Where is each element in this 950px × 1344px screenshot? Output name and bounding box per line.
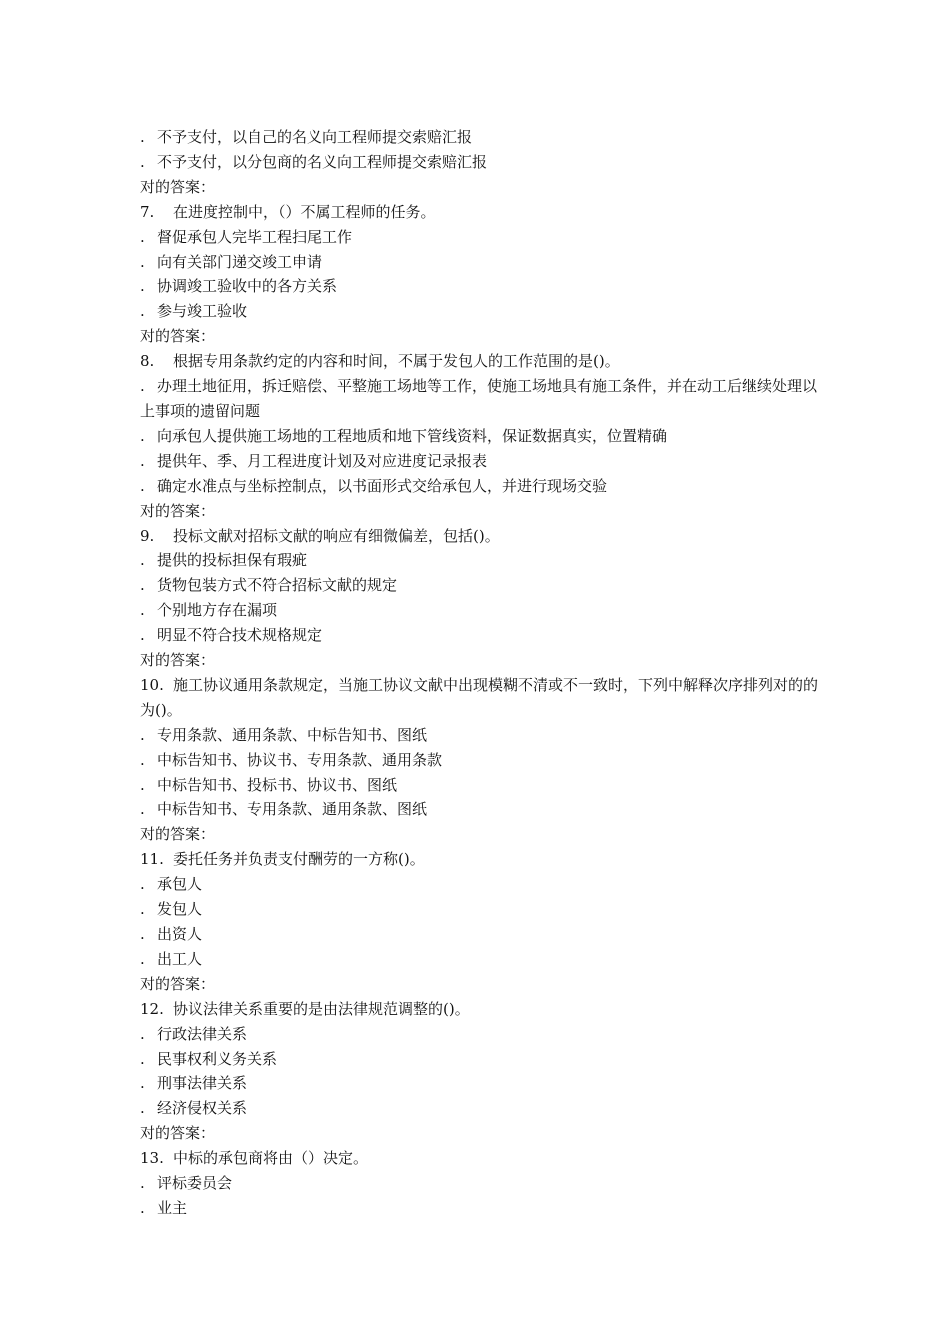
answer-option bbox=[140, 773, 830, 798]
option-marker: . bbox=[140, 302, 145, 321]
question-item bbox=[140, 847, 830, 872]
option-marker: . bbox=[140, 1174, 145, 1193]
option-text: 评标委员会 bbox=[157, 1174, 233, 1193]
answer-option bbox=[140, 598, 830, 623]
option-text: 不予支付，以自己的名义向工程师提交索赔汇报 bbox=[157, 128, 473, 146]
question-item bbox=[140, 997, 830, 1022]
answer-option bbox=[140, 1096, 830, 1121]
question-number: 9. bbox=[140, 526, 155, 545]
option-marker: . bbox=[140, 277, 145, 296]
answer-label: 对的答案： bbox=[140, 974, 216, 993]
answer-option bbox=[140, 947, 830, 972]
option-text: 不予支付，以分包商的名义向工程师提交索赔汇报 bbox=[157, 152, 488, 171]
question-text: 在进度控制中，（）不属工程师的任务。 bbox=[173, 202, 436, 221]
option-marker: . bbox=[140, 949, 145, 968]
option-text: 办理土地征用，拆迁赔偿、平整施工场地等工作，使施工场地具有施工条件，并在动工后继续处理以上事项的遗留问题 bbox=[140, 377, 818, 420]
option-marker: . bbox=[140, 1198, 145, 1217]
option-marker: . bbox=[140, 426, 145, 445]
option-text: 刑事法律关系 bbox=[157, 1074, 248, 1093]
option-marker: . bbox=[140, 252, 145, 271]
answer-option bbox=[140, 449, 830, 474]
answer-option bbox=[140, 1047, 830, 1072]
answer-option bbox=[140, 125, 830, 150]
option-marker: . bbox=[140, 1049, 145, 1068]
option-text: 中标告知书、专用条款、通用条款、图纸 bbox=[157, 800, 428, 819]
question-number: 11. bbox=[140, 850, 164, 869]
answer-option bbox=[140, 424, 830, 449]
answer-option bbox=[140, 897, 830, 922]
option-marker: . bbox=[140, 750, 145, 769]
option-marker: . bbox=[140, 800, 145, 819]
option-marker: . bbox=[140, 451, 145, 470]
option-text: 出资人 bbox=[157, 925, 203, 943]
option-marker: . bbox=[140, 601, 145, 620]
answer-label: 对的答案： bbox=[140, 327, 216, 346]
answer-option bbox=[140, 150, 830, 175]
option-text: 承包人 bbox=[157, 875, 203, 894]
option-text: 发包人 bbox=[157, 900, 203, 919]
option-text: 确定水准点与坐标控制点，以书面形式交给承包人，并进行现场交验 bbox=[157, 476, 608, 495]
answer-option bbox=[140, 1171, 830, 1196]
option-marker: . bbox=[140, 128, 145, 146]
document-page bbox=[140, 125, 830, 1221]
answer-option bbox=[140, 274, 830, 299]
option-text: 中标告知书、协议书、专用条款、通用条款 bbox=[157, 750, 443, 769]
question-number: 7. bbox=[140, 202, 155, 221]
option-marker: . bbox=[140, 775, 145, 794]
question-number: 12. bbox=[140, 999, 164, 1018]
option-marker: . bbox=[140, 875, 145, 894]
question-text: 根据专用条款约定的内容和时间，不属于发包人的工作范围的是()。 bbox=[173, 352, 620, 371]
answer-option bbox=[140, 723, 830, 748]
question-number: 8. bbox=[140, 352, 155, 371]
answer-label: 对的答案： bbox=[140, 1124, 216, 1143]
option-text: 个别地方存在漏项 bbox=[157, 601, 278, 620]
answer-option bbox=[140, 374, 830, 424]
answer-label: 对的答案： bbox=[140, 825, 216, 844]
option-text: 提供的投标担保有瑕疵 bbox=[157, 551, 308, 570]
question-text: 投标文献对招标文献的响应有细微偏差，包括()。 bbox=[173, 526, 500, 545]
answer-label: 对的答案： bbox=[140, 501, 216, 520]
answer-option bbox=[140, 623, 830, 648]
option-text: 督促承包人完毕工程扫尾工作 bbox=[157, 227, 353, 246]
option-marker: . bbox=[140, 1074, 145, 1093]
answer-label: 对的答案： bbox=[140, 177, 216, 196]
option-text: 货物包装方式不符合招标文献的规定 bbox=[157, 576, 398, 595]
option-text: 向承包人提供施工场地的工程地质和地下管线资料，保证数据真实，位置精确 bbox=[157, 426, 668, 445]
question-text: 施工协议通用条款规定，当施工协议文献中出现模糊不清或不一致时，下列中解释次序排列对的的为()。 bbox=[140, 675, 819, 719]
option-text: 民事权利义务关系 bbox=[157, 1049, 278, 1068]
option-marker: . bbox=[140, 227, 145, 246]
answer-option bbox=[140, 1071, 830, 1096]
question-text: 委托任务并负责支付酬劳的一方称()。 bbox=[173, 850, 425, 869]
option-text: 出工人 bbox=[157, 949, 203, 968]
option-marker: . bbox=[140, 576, 145, 595]
answer-option bbox=[140, 474, 830, 499]
option-text: 中标告知书、投标书、协议书、图纸 bbox=[157, 775, 398, 794]
option-text: 协调竣工验收中的各方关系 bbox=[157, 277, 338, 296]
option-marker: . bbox=[140, 152, 145, 171]
question-item bbox=[140, 349, 830, 374]
option-marker: . bbox=[140, 377, 145, 396]
answer-label: 对的答案： bbox=[140, 651, 216, 670]
question-item bbox=[140, 673, 830, 723]
option-marker: . bbox=[140, 1024, 145, 1043]
question-number: 13. bbox=[140, 1149, 164, 1168]
answer-option bbox=[140, 922, 830, 947]
question-text: 协议法律关系重要的是由法律规范调整的()。 bbox=[173, 999, 470, 1018]
option-marker: . bbox=[140, 900, 145, 919]
answer-option bbox=[140, 250, 830, 275]
question-item bbox=[140, 200, 830, 225]
answer-option bbox=[140, 548, 830, 573]
option-text: 行政法律关系 bbox=[157, 1024, 248, 1043]
option-marker: . bbox=[140, 925, 145, 943]
question-item bbox=[140, 1146, 830, 1171]
option-text: 明显不符合技术规格规定 bbox=[157, 626, 323, 645]
answer-option bbox=[140, 299, 830, 324]
answer-option bbox=[140, 573, 830, 598]
option-text: 参与竣工验收 bbox=[157, 302, 248, 321]
option-text: 提供年、季、月工程进度计划及对应进度记录报表 bbox=[157, 451, 488, 470]
option-marker: . bbox=[140, 1099, 145, 1118]
question-number: 10. bbox=[140, 675, 164, 694]
answer-option bbox=[140, 225, 830, 250]
option-marker: . bbox=[140, 476, 145, 495]
option-text: 向有关部门递交竣工申请 bbox=[157, 252, 323, 271]
answer-option bbox=[140, 1196, 830, 1221]
question-item bbox=[140, 524, 830, 549]
option-marker: . bbox=[140, 725, 145, 744]
answer-option bbox=[140, 872, 830, 897]
option-text: 经济侵权关系 bbox=[157, 1099, 248, 1118]
option-marker: . bbox=[140, 551, 145, 570]
option-text: 业主 bbox=[157, 1198, 188, 1217]
question-text: 中标的承包商将由（）决定。 bbox=[173, 1149, 369, 1168]
answer-option bbox=[140, 797, 830, 822]
answer-option bbox=[140, 748, 830, 773]
answer-option bbox=[140, 1022, 830, 1047]
option-text: 专用条款、通用条款、中标告知书、图纸 bbox=[157, 725, 428, 744]
option-marker: . bbox=[140, 626, 145, 645]
